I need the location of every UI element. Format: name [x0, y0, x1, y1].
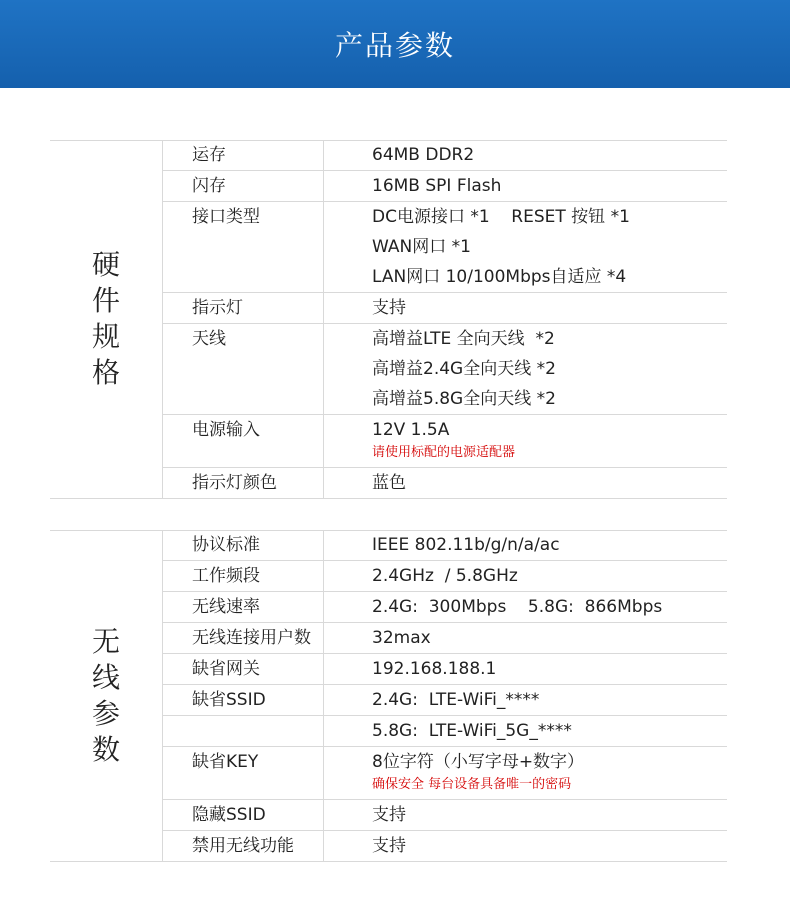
spec-row — [163, 623, 727, 654]
spec-value: 蓝色 — [372, 473, 406, 493]
spec-row — [163, 800, 727, 831]
spec-value: IEEE 802.11b/g/n/a/ac — [372, 535, 560, 555]
spec-name: 闪存 — [163, 171, 324, 201]
spec-row — [163, 324, 727, 415]
wireless-group-label: 无线参数 — [91, 624, 120, 766]
spec-value: 2.4GHz / 5.8GHz — [372, 566, 518, 586]
spec-value: 16MB SPI Flash — [372, 176, 502, 196]
spec-name: 接口类型 — [163, 202, 324, 292]
spec-name: 运存 — [163, 140, 324, 170]
spec-value: WAN网口 *1 — [372, 237, 471, 257]
spec-value: 2.4G: 300Mbps 5.8G: 866Mbps — [372, 597, 663, 617]
spec-value-cell — [324, 415, 727, 467]
spec-row — [163, 415, 727, 468]
spec-value-cell — [324, 831, 727, 861]
spec-value: 支持 — [372, 836, 406, 856]
spec-value: 12V 1.5A — [372, 420, 450, 440]
spec-name: 缺省KEY — [163, 747, 324, 799]
spec-value: LAN网口 10/100Mbps自适应 *4 — [372, 267, 627, 287]
spec-row — [163, 530, 727, 561]
spec-note: 确保安全 每台设备具备唯一的密码 — [372, 777, 572, 792]
spec-value-cell — [324, 716, 727, 746]
spec-row — [163, 685, 727, 716]
spec-value: 8位字符（小写字母+数字） — [372, 752, 585, 772]
spec-name: 无线连接用户数 — [163, 623, 324, 653]
spec-row — [163, 592, 727, 623]
spec-value-cell — [324, 530, 727, 560]
spec-value-cell — [324, 800, 727, 830]
hardware-group-cell — [50, 140, 163, 498]
hardware-group-label: 硬件规格 — [91, 248, 120, 389]
spec-value: 192.168.188.1 — [372, 659, 497, 679]
spec-note: 请使用标配的电源适配器 — [372, 445, 516, 460]
spec-name: 指示灯颜色 — [163, 468, 324, 498]
hardware-rows — [163, 140, 727, 498]
spec-row — [163, 171, 727, 202]
spec-value-cell — [324, 202, 727, 292]
spec-value-cell — [324, 293, 727, 323]
header-banner — [0, 0, 790, 88]
spec-value-cell — [324, 140, 727, 170]
spec-name: 隐藏SSID — [163, 800, 324, 830]
spec-row — [163, 561, 727, 592]
wireless-rows — [163, 530, 727, 861]
spec-name: 协议标准 — [163, 530, 324, 560]
spec-name: 天线 — [163, 324, 324, 414]
spec-value: 5.8G: LTE-WiFi_5G_**** — [372, 721, 572, 741]
spec-row — [163, 140, 727, 171]
spec-value-cell — [324, 623, 727, 653]
wireless-group-cell — [50, 530, 163, 861]
spec-value: 高增益LTE 全向天线 *2 — [372, 329, 555, 349]
spec-value-cell — [324, 654, 727, 684]
spec-value: 高增益5.8G全向天线 *2 — [372, 389, 556, 409]
spec-name: 缺省网关 — [163, 654, 324, 684]
spec-value-cell — [324, 747, 727, 799]
spec-value: 高增益2.4G全向天线 *2 — [372, 359, 556, 379]
spec-value: DC电源接口 *1 RESET 按钮 *1 — [372, 207, 630, 227]
spec-value: 64MB DDR2 — [372, 145, 475, 165]
spec-value-cell — [324, 592, 727, 622]
spec-value: 32max — [372, 628, 431, 648]
spec-value: 2.4G: LTE-WiFi_**** — [372, 690, 540, 710]
spec-row — [163, 747, 727, 800]
spec-value-cell — [324, 324, 727, 414]
hardware-spec-table — [50, 140, 727, 499]
spec-value: 支持 — [372, 298, 406, 318]
wireless-spec-table — [50, 530, 727, 862]
spec-name — [163, 716, 324, 746]
spec-row — [163, 716, 727, 747]
spec-row — [163, 293, 727, 324]
spec-row — [163, 202, 727, 293]
spec-name: 电源输入 — [163, 415, 324, 467]
spec-row — [163, 654, 727, 685]
spec-value: 支持 — [372, 805, 406, 825]
spec-value-cell — [324, 561, 727, 591]
spec-name: 禁用无线功能 — [163, 831, 324, 861]
spec-value-cell — [324, 468, 727, 498]
spec-row — [163, 831, 727, 861]
spec-name: 工作频段 — [163, 561, 324, 591]
spec-name: 指示灯 — [163, 293, 324, 323]
spec-name: 缺省SSID — [163, 685, 324, 715]
spec-value-cell — [324, 685, 727, 715]
page-title: 产品参数 — [334, 29, 455, 62]
spec-name: 无线速率 — [163, 592, 324, 622]
spec-row — [163, 468, 727, 498]
spec-value-cell — [324, 171, 727, 201]
